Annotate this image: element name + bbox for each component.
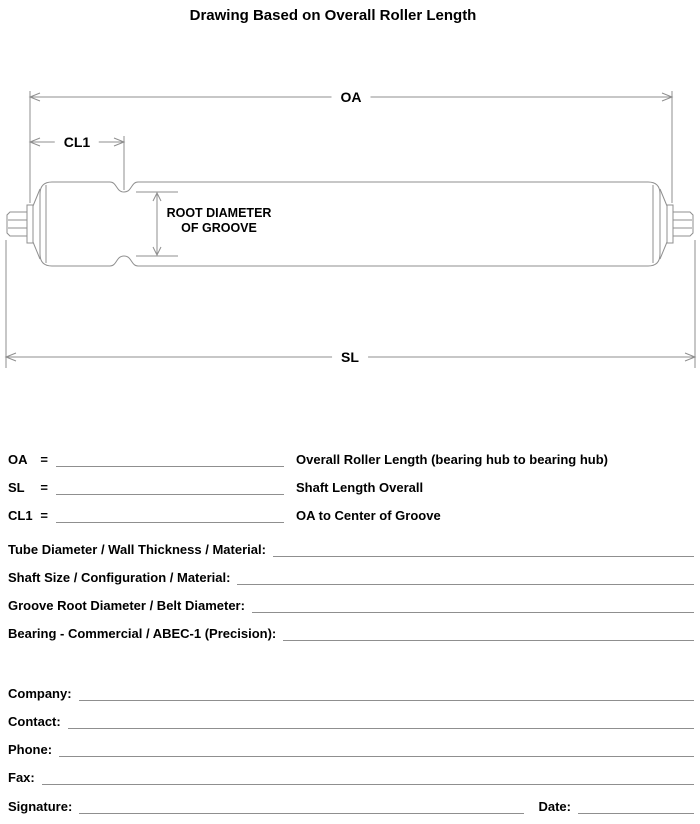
oa-dimension — [30, 91, 672, 203]
root-diameter-label — [167, 206, 272, 236]
oa-field-name: OA — [8, 452, 28, 467]
sl-field-description: Shaft Length Overall — [296, 480, 424, 495]
cl1-value-field[interactable] — [56, 505, 284, 523]
sl-value-field[interactable] — [56, 477, 284, 495]
tube-spec-field[interactable] — [273, 539, 694, 557]
fax-label: Fax: — [8, 770, 35, 785]
contact-row — [8, 711, 694, 729]
phone-label: Phone: — [8, 742, 53, 757]
oa-dimension-label: OA — [332, 89, 371, 105]
cl1-field-row — [8, 505, 441, 523]
company-label: Company: — [8, 686, 72, 701]
shaft-right — [673, 212, 693, 236]
bearing-spec-row — [8, 623, 694, 641]
sl-field-label — [8, 480, 48, 495]
bearing-spec-label: Bearing - Commercial / ABEC-1 (Precision): — [8, 626, 277, 641]
oa-field-equals: = — [40, 452, 48, 467]
signature-label: Signature: — [8, 799, 73, 814]
date-label: Date: — [538, 799, 571, 814]
oa-field-row — [8, 449, 608, 467]
fax-field[interactable] — [42, 767, 694, 785]
root-diameter-label-line2: OF GROOVE — [181, 221, 257, 235]
sl-dimension-label: SL — [332, 349, 368, 365]
cl1-dimension-label: CL1 — [55, 134, 99, 150]
company-row — [8, 683, 694, 701]
root-diameter-label-line1: ROOT DIAMETER — [166, 206, 272, 220]
page-title: Drawing Based on Overall Roller Length — [189, 7, 477, 24]
groove-spec-label: Groove Root Diameter / Belt Diameter: — [8, 598, 245, 613]
sl-field-name: SL — [8, 480, 25, 495]
bearing-taper-right — [660, 189, 667, 259]
shaft-left — [7, 212, 27, 236]
oa-value-field[interactable] — [56, 449, 284, 467]
bearing-hub-left — [27, 205, 33, 243]
contact-field[interactable] — [68, 711, 694, 729]
fax-row — [8, 767, 694, 785]
phone-row — [8, 739, 694, 757]
cl1-field-equals: = — [40, 508, 48, 523]
cl1-field-label — [8, 508, 48, 523]
groove-spec-row — [8, 595, 694, 613]
cl1-field-name: CL1 — [8, 508, 33, 523]
bearing-taper-left — [33, 189, 40, 259]
contact-label: Contact: — [8, 714, 61, 729]
shaft-spec-field[interactable] — [237, 567, 694, 585]
bearing-hub-right — [667, 205, 673, 243]
oa-field-label — [8, 452, 48, 467]
cl1-field-description: OA to Center of Groove — [296, 508, 441, 523]
oa-field-description: Overall Roller Length (bearing hub to bearing hub) — [296, 452, 609, 467]
phone-field[interactable] — [59, 739, 694, 757]
bearing-spec-field[interactable] — [283, 623, 694, 641]
sl-field-row — [8, 477, 423, 495]
shaft-spec-row — [8, 567, 694, 585]
tube-spec-row — [8, 539, 694, 557]
company-field[interactable] — [79, 683, 694, 701]
date-field[interactable] — [578, 796, 694, 814]
roller-tube-outline — [40, 182, 660, 266]
shaft-spec-label: Shaft Size / Configuration / Material: — [8, 570, 231, 585]
tube-spec-label: Tube Diameter / Wall Thickness / Material: — [8, 542, 266, 557]
signature-field[interactable] — [79, 796, 524, 814]
signature-date-row — [8, 796, 694, 814]
groove-spec-field[interactable] — [252, 595, 694, 613]
sl-field-equals: = — [40, 480, 48, 495]
